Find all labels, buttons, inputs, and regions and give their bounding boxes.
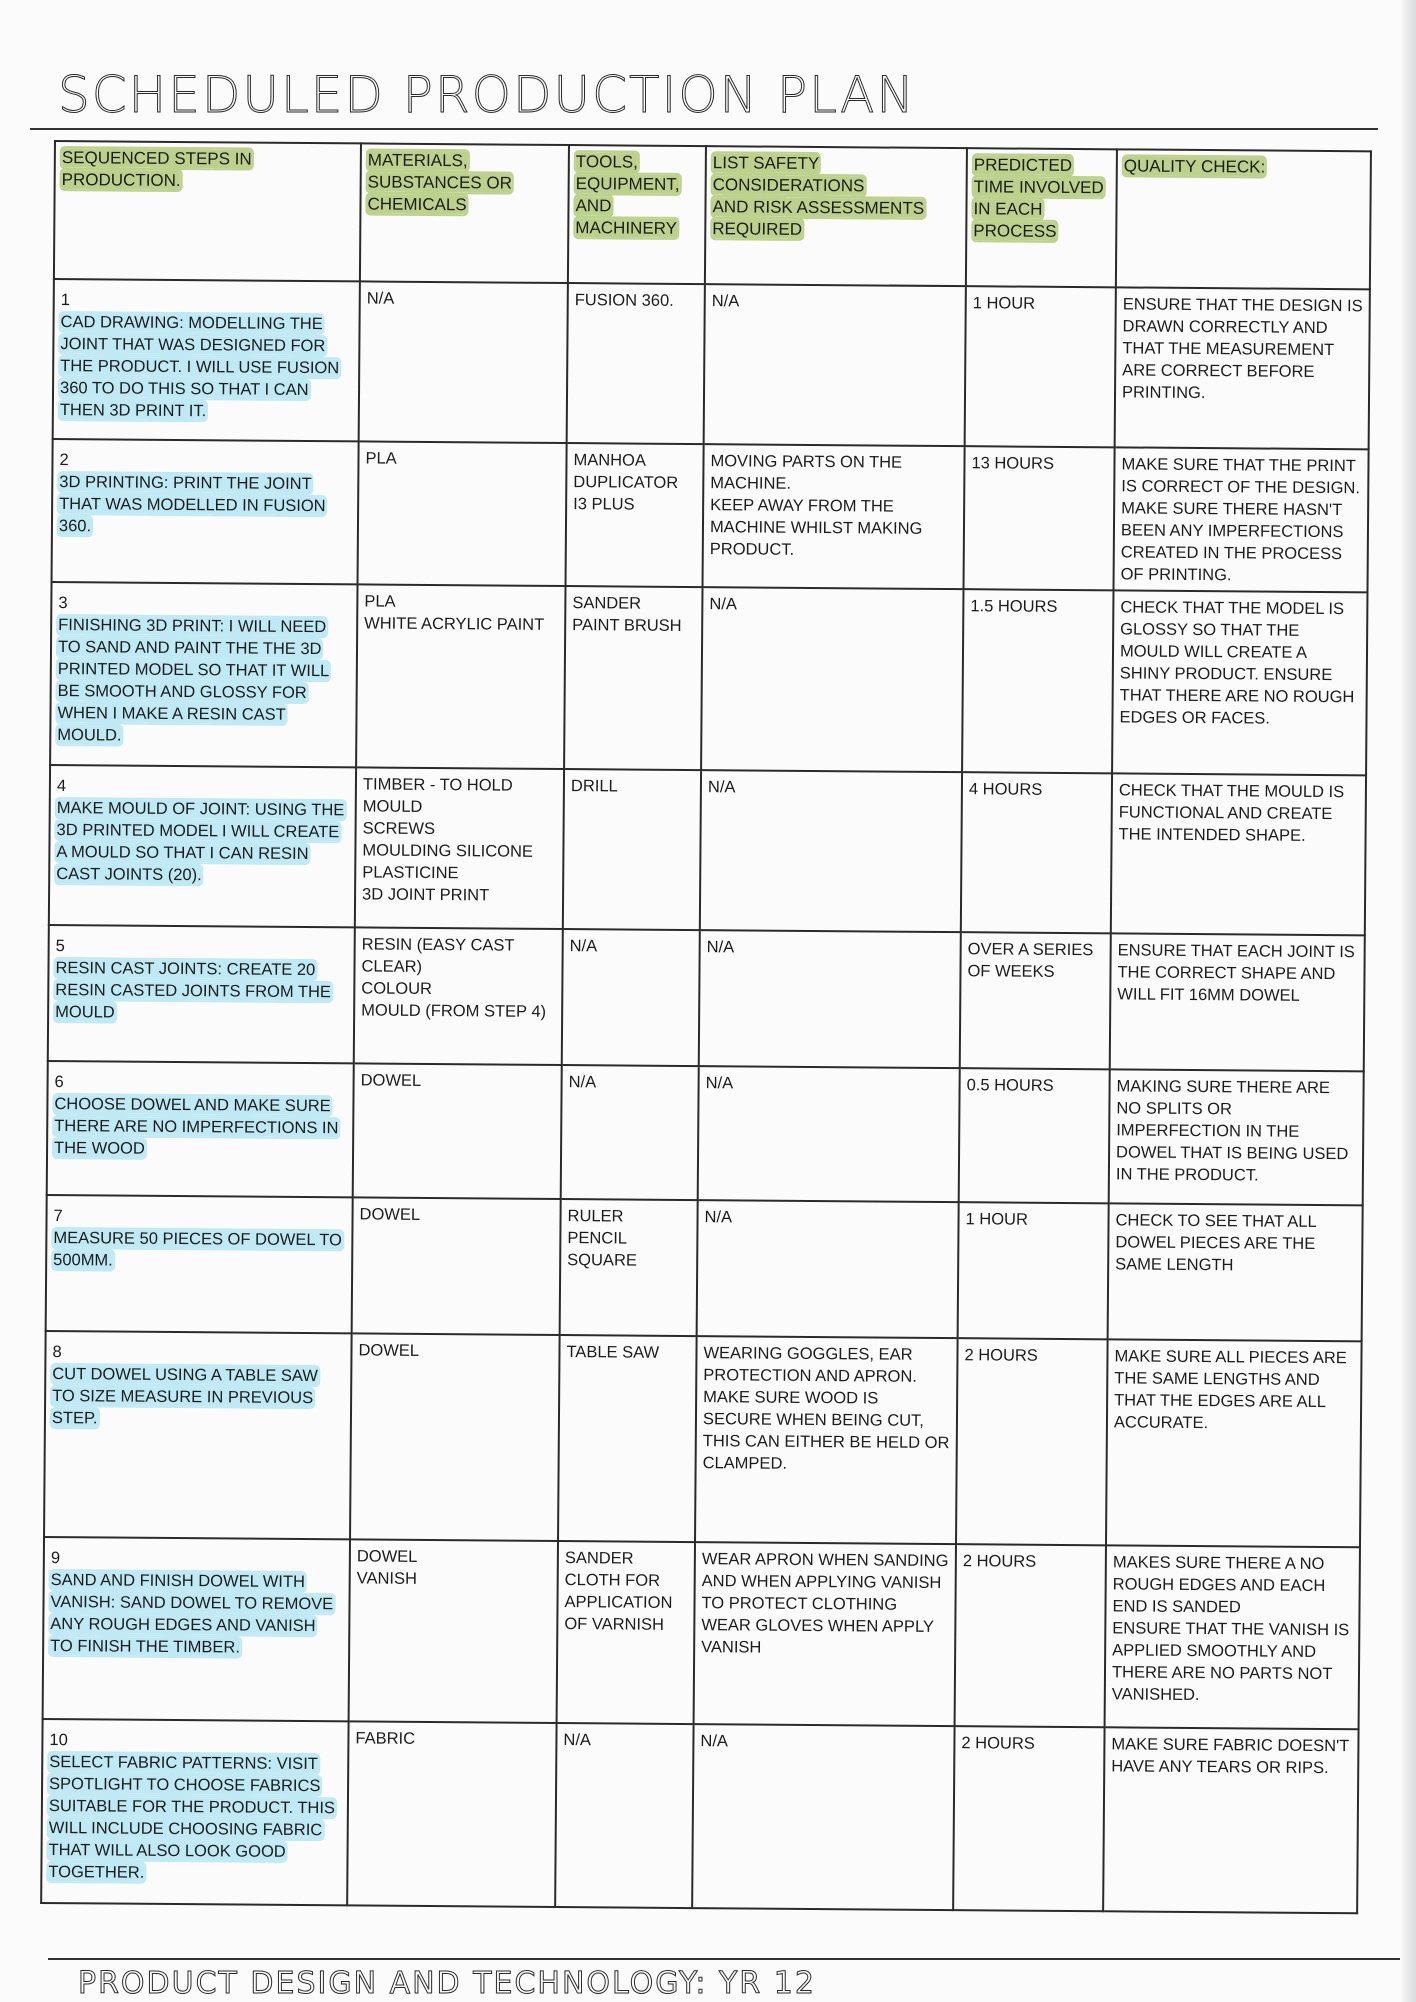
tools-cell: TABLE SAW xyxy=(558,1335,697,1542)
time-cell: 1 HOUR xyxy=(965,286,1116,447)
step-cell xyxy=(41,1719,348,1905)
step-cell xyxy=(48,925,355,1063)
step-description: RESIN CAST JOINTS: CREATE 20 RESIN CASTED JOINTS FROM THE MOULD xyxy=(55,959,332,1022)
title-divider xyxy=(30,128,1378,130)
page-title: SCHEDULED PRODUCTION PLAN xyxy=(58,66,916,124)
tools-cell: MANHOA DUPLICATOR I3 PLUS xyxy=(566,443,704,587)
table-row xyxy=(47,1061,1364,1205)
production-plan-table xyxy=(40,140,1372,1914)
table-row xyxy=(41,1719,1358,1913)
step-description: SAND AND FINISH DOWEL WITH VANISH: SAND DOWEL TO REMOVE ANY ROUGH EDGES AND VANISH TO FINISH THE TIMBER. xyxy=(50,1571,334,1657)
tools-cell: DRILL xyxy=(563,769,701,930)
header-row xyxy=(54,141,1371,289)
time-cell: OVER A SERIES OF WEEKS xyxy=(960,932,1111,1069)
safety-cell: N/A xyxy=(704,284,966,446)
header-steps xyxy=(54,141,361,281)
step-description: CUT DOWEL USING A TABLE SAW TO SIZE MEASURE IN PREVIOUS STEP. xyxy=(51,1365,318,1428)
step-cell xyxy=(47,1061,354,1197)
step-description: SELECT FABRIC PATTERNS: VISIT SPOTLIGHT TO CHOOSE FABRICS SUITABLE FOR THE PRODUCT. THIS WILL INCLUDE CHOOSING FABRIC THAT WILL ALSO LOOK GOOD TOGETHER. xyxy=(48,1753,336,1882)
footer-divider xyxy=(48,1958,1400,1960)
step-number: 6 xyxy=(54,1073,64,1092)
table-row xyxy=(49,765,1366,935)
safety-cell: N/A xyxy=(699,930,961,1068)
materials-cell: PLA WHITE ACRYLIC PAINT xyxy=(356,584,565,769)
safety-cell: MOVING PARTS ON THE MACHINE. KEEP AWAY FROM THE MACHINE WHILST MAKING PRODUCT. xyxy=(703,444,965,589)
footer-course-label: PRODUCT DESIGN AND TECHNOLOGY: YR 12 xyxy=(78,1966,816,2001)
page-edge-shadow xyxy=(1402,0,1416,2002)
time-cell: 0.5 HOURS xyxy=(959,1068,1110,1203)
table-row xyxy=(44,1331,1362,1547)
step-description: MAKE MOULD OF JOINT: USING THE 3D PRINTED MODEL I WILL CREATE A MOULD SO THAT I CAN RESIN CAST JOINTS (20). xyxy=(56,799,345,885)
safety-cell: N/A xyxy=(692,1724,954,1910)
time-cell: 2 HOURS xyxy=(956,1338,1108,1545)
time-cell: 1 HOUR xyxy=(958,1202,1109,1339)
safety-cell: N/A xyxy=(701,587,963,772)
tools-cell: SANDER CLOTH FOR APPLICATION OF VARNISH xyxy=(557,1541,695,1724)
step-number: 10 xyxy=(49,1731,68,1750)
step-number: 4 xyxy=(56,777,67,796)
materials-cell: N/A xyxy=(359,281,568,443)
quality-cell: MAKE SURE ALL PIECES ARE THE SAME LENGTHS AND THAT THE EDGES ARE ALL ACCURATE. xyxy=(1106,1339,1362,1547)
step-description: CAD DRAWING: MODELLING THE JOINT THAT WAS DESIGNED FOR THE PRODUCT. I WILL USE FUSION 360 TO DO THIS SO THAT I CAN THEN 3D PRINT IT. xyxy=(59,313,340,421)
quality-cell: CHECK TO SEE THAT ALL DOWEL PIECES ARE THE SAME LENGTH xyxy=(1108,1203,1363,1341)
step-cell xyxy=(50,582,357,767)
quality-cell: MAKE SURE THAT THE PRINT IS CORRECT OF THE DESIGN. MAKE SURE THERE HASN'T BEEN ANY IMPERFECTIONS CREATED IN THE PROCESS OF PRINTING. xyxy=(1113,447,1368,592)
time-cell: 1.5 HOURS xyxy=(962,589,1113,773)
step-number: 9 xyxy=(50,1549,61,1568)
quality-cell: ENSURE THAT THE DESIGN IS DRAWN CORRECTLY AND THAT THE MEASUREMENT ARE CORRECT BEFORE PRINTING. xyxy=(1115,287,1370,449)
step-cell xyxy=(43,1537,350,1721)
quality-cell: MAKES SURE THERE A NO ROUGH EDGES AND EACH END IS SANDED ENSURE THAT THE VANISH IS APPLIED SMOOTHLY AND THERE ARE NO PARTS NOT VANISHED. xyxy=(1105,1545,1360,1729)
materials-cell: FABRIC xyxy=(347,1721,556,1907)
materials-cell: PLA xyxy=(358,441,567,586)
safety-cell: N/A xyxy=(698,1066,960,1202)
tools-cell: FUSION 360. xyxy=(567,283,705,444)
safety-cell: WEAR APRON WHEN SANDING AND WHEN APPLYING VANISH TO PROTECT CLOTHING WEAR GLOVES WHEN APPLY VANISH xyxy=(694,1542,956,1726)
step-cell xyxy=(44,1331,352,1539)
materials-cell: DOWEL xyxy=(353,1063,562,1199)
step-number: 7 xyxy=(53,1207,63,1226)
step-description: FINISHING 3D PRINT: I WILL NEED TO SAND AND PAINT THE THE 3D PRINTED MODEL SO THAT IT WILL BE SMOOTH AND GLOSSY FOR WHEN I MAKE A RESIN CAST MOULD. xyxy=(57,616,330,745)
materials-cell: RESIN (EASY CAST CLEAR) COLOUR MOULD (FROM STEP 4) xyxy=(354,927,563,1065)
safety-cell: WEARING GOGGLES, EAR PROTECTION AND APRON. MAKE SURE WOOD IS SECURE WHEN BEING CUT, THIS CAN EITHER BE HELD OR CLAMPED. xyxy=(695,1336,958,1544)
materials-cell: DOWEL xyxy=(352,1197,561,1335)
time-cell: 2 HOURS xyxy=(955,1544,1106,1727)
materials-cell: DOWEL xyxy=(350,1333,560,1541)
table-row xyxy=(52,439,1369,592)
step-number: 3 xyxy=(58,594,68,613)
quality-cell: ENSURE THAT EACH JOINT IS THE CORRECT SHAPE AND WILL FIT 16MM DOWEL xyxy=(1110,933,1365,1071)
quality-cell: CHECK THAT THE MOULD IS FUNCTIONAL AND CREATE THE INTENDED SHAPE. xyxy=(1111,773,1366,935)
safety-cell: N/A xyxy=(700,770,962,932)
step-number: 2 xyxy=(59,451,69,470)
materials-cell: TIMBER - TO HOLD MOULD SCREWS MOULDING SILICONE PLASTICINE 3D JOINT PRINT xyxy=(355,767,564,929)
step-cell xyxy=(52,439,359,584)
header-time xyxy=(966,148,1117,287)
quality-cell: MAKE SURE FABRIC DOESN'T HAVE ANY TEARS OR RIPS. xyxy=(1103,1727,1358,1913)
table-row xyxy=(53,279,1370,449)
time-cell: 2 HOURS xyxy=(953,1726,1104,1911)
materials-cell: DOWEL VANISH xyxy=(349,1539,558,1723)
header-label: MATERIALS, SUBSTANCES OR CHEMICALS xyxy=(367,150,512,215)
step-description: MEASURE 50 PIECES OF DOWEL TO 500MM. xyxy=(53,1229,342,1270)
step-number: 5 xyxy=(55,937,65,956)
step-cell xyxy=(46,1195,353,1333)
step-number: 1 xyxy=(60,291,71,310)
header-tools xyxy=(568,145,706,284)
header-materials xyxy=(360,143,569,283)
header-label: LIST SAFETY CONSIDERATIONS AND RISK ASSESSMENTS REQUIRED xyxy=(712,153,925,239)
tools-cell: SANDER PAINT BRUSH xyxy=(564,586,702,770)
step-number: 8 xyxy=(52,1343,62,1362)
header-safety xyxy=(705,146,967,286)
table-row xyxy=(50,582,1367,775)
quality-cell: MAKING SURE THERE ARE NO SPLITS OR IMPERFECTION IN THE DOWEL THAT IS BEING USED IN THE PRODUCT. xyxy=(1109,1069,1364,1205)
safety-cell: N/A xyxy=(697,1200,959,1338)
step-cell xyxy=(49,765,356,927)
step-description: 3D PRINTING: PRINT THE JOINT THAT WAS MODELLED IN FUSION 360. xyxy=(58,473,326,536)
tools-cell: RULER PENCIL SQUARE xyxy=(560,1199,698,1336)
quality-cell: CHECK THAT THE MODEL IS GLOSSY SO THAT THE MOULD WILL CREATE A SHINY PRODUCT. ENSURE THAT THERE ARE NO ROUGH EDGES OR FACES. xyxy=(1112,590,1367,775)
table-row xyxy=(43,1537,1360,1729)
table-row xyxy=(46,1195,1363,1341)
time-cell: 13 HOURS xyxy=(964,446,1115,590)
header-quality xyxy=(1116,149,1371,289)
step-description: CHOOSE DOWEL AND MAKE SURE THERE ARE NO IMPERFECTIONS IN THE WOOD xyxy=(54,1095,339,1158)
step-cell xyxy=(53,279,360,441)
tools-cell: N/A xyxy=(555,1723,693,1908)
time-cell: 4 HOURS xyxy=(961,772,1112,933)
table-row xyxy=(48,925,1365,1071)
tools-cell: N/A xyxy=(562,929,700,1066)
header-label: PREDICTED TIME INVOLVED IN EACH PROCESS xyxy=(973,155,1104,241)
header-label: SEQUENCED STEPS IN PRODUCTION. xyxy=(61,148,252,190)
header-label: QUALITY CHECK: xyxy=(1123,156,1266,177)
header-label: TOOLS, EQUIPMENT, AND MACHINERY xyxy=(575,152,680,238)
tools-cell: N/A xyxy=(561,1065,699,1200)
